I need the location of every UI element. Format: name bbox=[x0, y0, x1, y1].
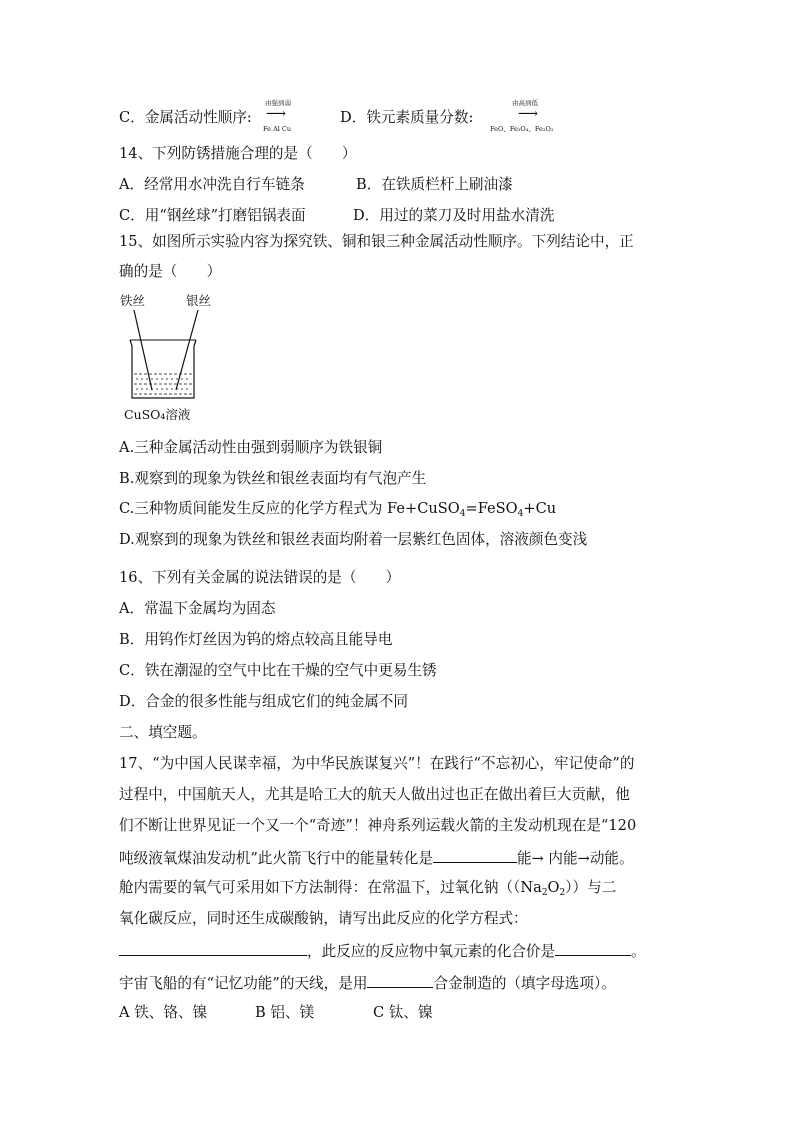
answer-blank[interactable] bbox=[433, 847, 517, 863]
right-arrow-icon: ⟶ bbox=[518, 106, 539, 122]
answer-blank[interactable] bbox=[119, 940, 307, 956]
q15-stem-line2: 确的是（ ） bbox=[119, 263, 222, 280]
q17-line3: 们不断让世界见证一个又一个“奇迹”！神舟系列运载火箭的主发动机现在是“120 bbox=[119, 817, 637, 834]
q13-option-c-arrow-label: 由强到弱 bbox=[265, 99, 291, 107]
q16-option-a: A．常温下金属均为固态 bbox=[119, 600, 276, 617]
beaker-experiment-figure bbox=[118, 308, 218, 404]
figure-label-silver-wire: 银丝 bbox=[186, 293, 212, 308]
q13-option-d-sequence: FeO、Fe₃O₄、Fe₂O₃ bbox=[490, 125, 554, 133]
right-arrow-icon: ⟶ bbox=[266, 106, 287, 122]
q17-option-b: B 铝、镁 bbox=[255, 1004, 315, 1021]
q16-stem: 16、下列有关金属的说法错误的是（ ） bbox=[119, 569, 401, 586]
q17-line1: 17、“为中国人民谋幸福，为中华民族谋复兴”！在践行“不忘初心，牢记使命”的 bbox=[119, 755, 635, 772]
q13-option-c-text: C．金属活动性顺序: bbox=[119, 109, 252, 126]
q15-option-d: D.观察到的现象为铁丝和银丝表面均附着一层紫红色固体，溶液颜色变浅 bbox=[119, 531, 588, 548]
q15-option-a: A.三种金属活动性由强到弱顺序为铁银铜 bbox=[119, 439, 383, 456]
q15-option-b: B.观察到的现象为铁丝和银丝表面均有气泡产生 bbox=[119, 470, 427, 487]
q13-option-d-arrow-label: 由高到低 bbox=[512, 99, 538, 107]
q14-option-d: D．用过的菜刀及时用盐水清洗 bbox=[353, 207, 555, 224]
figure-label-iron-wire: 铁丝 bbox=[120, 293, 146, 308]
q13-option-c bbox=[119, 108, 252, 128]
q16-option-b: B．用钨作灯丝因为钨的熔点较高且能导电 bbox=[119, 631, 393, 648]
q16-option-c: C．铁在潮湿的空气中比在干燥的空气中更易生锈 bbox=[119, 662, 437, 679]
q15-stem-line1: 15、如图所示实验内容为探究铁、铜和银三种金属活动性顺序。下列结论中，正 bbox=[119, 233, 634, 250]
q14-stem: 14、下列防锈措施合理的是（ ） bbox=[119, 145, 357, 162]
q17-line6: 氧化碳反应，同时还生成碳酸钠，请写出此反应的化学方程式： bbox=[119, 910, 528, 927]
q13-option-d bbox=[340, 108, 473, 128]
answer-blank[interactable] bbox=[555, 940, 631, 956]
q17-line5: 舱内需要的氧气可采用如下方法制得：在常温下，过氧化钠$((Na_2O_2))$与二 bbox=[119, 879, 617, 898]
answer-blank[interactable] bbox=[367, 972, 433, 988]
q13-option-c-sequence: Fe Al Cu bbox=[263, 125, 292, 133]
section-2-title: 二、填空题。 bbox=[119, 724, 207, 741]
q16-option-d: D．合金的很多性能与组成它们的纯金属不同 bbox=[119, 693, 408, 710]
q15-option-c: C.三种物质间能发生反应的化学方程式为 Fe+CuSO$_4$=FeSO$_4$+Cu bbox=[119, 500, 557, 519]
figure-label-solution: CuSO₄溶液 bbox=[124, 407, 191, 422]
q17-line8: 宇宙飞船的有“记忆功能”的天线，是用 合金制造的（填字母选项）。 bbox=[119, 972, 616, 994]
q17-line4: 吨级液氧煤油发动机”此火箭飞行中的能量转化是 能→ 内能→动能。 bbox=[119, 847, 634, 869]
q14-option-c: C．用“钢丝球”打磨铝锅表面 bbox=[119, 207, 306, 224]
q13-option-d-text: D．铁元素质量分数: bbox=[340, 109, 474, 126]
q14-option-b: B．在铁质栏杆上刷油漆 bbox=[356, 176, 513, 193]
q17-option-c: C 钛、镍 bbox=[373, 1004, 433, 1021]
q17-line7: ，此反应的反应物中氧元素的化合价是 。 bbox=[119, 940, 646, 962]
q17-line2: 过程中，中国航天人，尤其是哈工大的航天人做出过也正在做出着巨大贡献，他 bbox=[119, 786, 630, 803]
q17-option-a: A 铁、铬、镍 bbox=[119, 1004, 208, 1021]
q14-option-a: A．经常用水冲洗自行车链条 bbox=[119, 176, 305, 193]
